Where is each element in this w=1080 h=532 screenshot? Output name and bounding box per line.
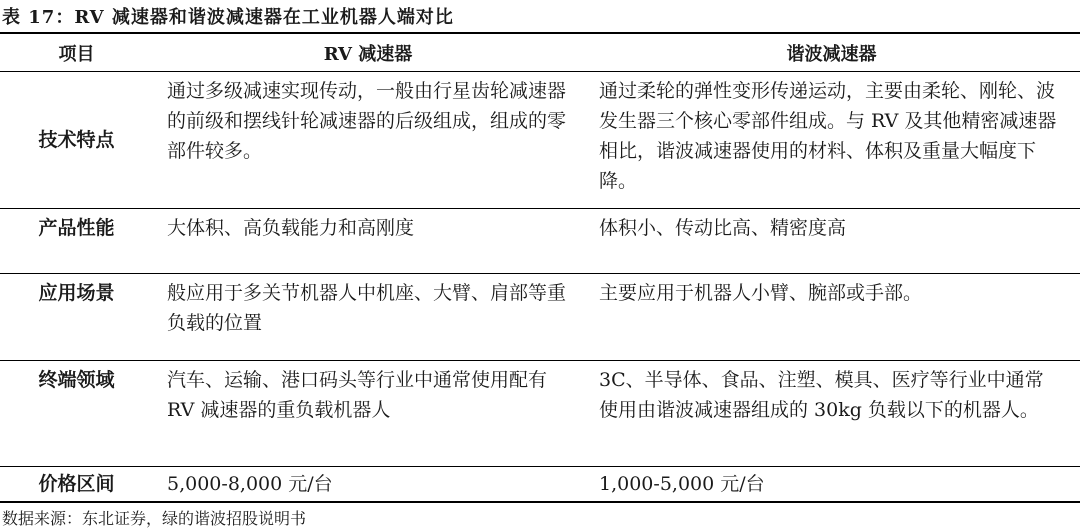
row-label-tech-features: 技术特点 bbox=[0, 72, 153, 209]
table-caption: 表 17：RV 减速器和谐波减速器在工业机器人端对比 bbox=[2, 7, 454, 28]
row-label-application: 应用场景 bbox=[0, 274, 153, 361]
rv-performance: 大体积、高负载能力和高刚度 bbox=[153, 209, 583, 274]
table-row bbox=[0, 72, 1080, 209]
rv-tech-features: 通过多级减速实现传动，一般由行星齿轮减速器的前级和摆线针轮减速器的后级组成，组成的零部件较多。 bbox=[153, 72, 583, 209]
rv-application: 般应用于多关节机器人中机座、大臂、肩部等重负载的位置 bbox=[153, 274, 583, 361]
harmonic-price-range: 1,000-5,000 元/台 bbox=[583, 467, 1080, 503]
rv-price-range: 5,000-8,000 元/台 bbox=[153, 467, 583, 503]
header-rv-reducer: RV 减速器 bbox=[153, 33, 583, 72]
header-item: 项目 bbox=[0, 33, 153, 72]
table-row bbox=[0, 274, 1080, 361]
data-source-note: 数据来源：东北证券，绿的谐波招股说明书 bbox=[2, 509, 307, 528]
table-row bbox=[0, 467, 1080, 503]
rv-terminal-field: 汽车、运输、港口码头等行业中通常使用配有 RV 减速器的重负载机器人 bbox=[153, 361, 583, 467]
harmonic-application: 主要应用于机器人小臂、腕部或手部。 bbox=[583, 274, 1080, 361]
header-harmonic-reducer: 谐波减速器 bbox=[583, 33, 1080, 72]
harmonic-tech-features: 通过柔轮的弹性变形传递运动，主要由柔轮、刚轮、波发生器三个核心零部件组成。与 RV 及其他精密减速器相比，谐波减速器使用的材料、体积及重量大幅度下降。 bbox=[583, 72, 1080, 209]
row-label-price-range: 价格区间 bbox=[0, 467, 153, 503]
row-label-terminal-field: 终端领域 bbox=[0, 361, 153, 467]
harmonic-performance: 体积小、传动比高、精密度高 bbox=[583, 209, 1080, 274]
table-header-row bbox=[0, 33, 1080, 72]
comparison-table bbox=[0, 32, 1080, 503]
row-label-performance: 产品性能 bbox=[0, 209, 153, 274]
table-row bbox=[0, 361, 1080, 467]
table-row bbox=[0, 209, 1080, 274]
harmonic-terminal-field: 3C、半导体、食品、注塑、模具、医疗等行业中通常使用由谐波减速器组成的 30kg 负载以下的机器人。 bbox=[583, 361, 1080, 467]
